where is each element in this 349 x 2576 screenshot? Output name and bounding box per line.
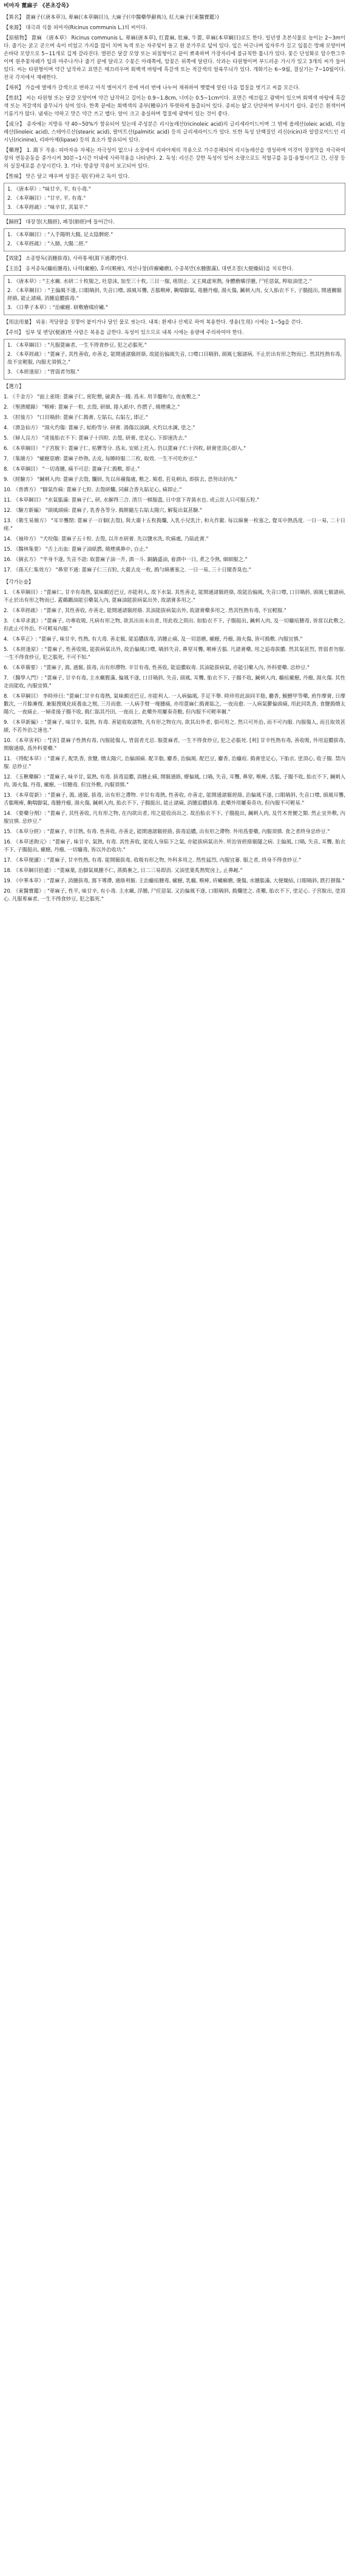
quote-box	[4, 228, 345, 251]
text-paragraph: 10. 《普濟方》 "脚氣作痛: 蓖麻子七粒. 去殼研爛, 同蘇合香丸貼足心, 痛即止."	[4, 486, 182, 492]
quote-box	[4, 339, 345, 379]
text-paragraph: 3. 《本草求眞》: "蓖麻子, 功專收吸, 凡病有形之物, 欲其出而未出者, 用此收之則出. 如胎衣不下, 子腸挺出, 鍼刺入肉, 及一切癰疽腫毒, 皆當以此敷之. 但此止可外治, 不可輕易內服."	[4, 617, 345, 632]
text-paragraph: 14. 《袖珍方》 "犬咬傷: 蓖麻子五十粒. 去殼, 以井水研膏. 先以鹽水洗, 吹痛處, 乃貼此膏."	[4, 535, 209, 542]
text-paragraph: 17. 《孫天仁集效方》 "鼻窒不通: 蓖麻子仁三百粒, 大棗去皮一枚, 搗勻綿裹塞之. 一日一易, 三十日聞香臭也."	[4, 566, 251, 573]
text-paragraph: 【主治】 옹저종독(癰疽腫毒), 나력(瘰癧), 후비(喉痺), 개선나창(疥癬癩瘡), 수종복만(水腫腹滿), 대변조결(大便燥結)을 치료한다.	[4, 265, 294, 272]
text-paragraph: 16. 《本草述鉤元》: "蓖麻子, 味甘辛, 氣熱, 有毒. 其性善收, 能收人身陷下之氣, 亦能拔病氣出外. 所治皆經絡竅隧之病. 主偏風, 口喎, 失音, 耳聾, 胎衣不下, 子腸挺出, 瘰癧, 丹瘤, 一切癰毒, 皆以外治收功."	[4, 839, 345, 853]
document-page	[0, 0, 349, 913]
text-paragraph: 【成分】 종자에는 지방유 약 40~50%가 함유되어 있는데 주성분은 리시놀레산(ricinoleic acid)의 글리세라이드이며 그 밖에 올레산(oleic acid), 리놀레산(linoleic acid), 스테아르산(stearic acid), 팔미트산(palmitic acid) 등의 글리세라이드가 있다. 또한 독성 단백질인 리신(ricin)과 알칼로이드인 리시닌(ricinine), 리파아제(lipase) 등의 효소가 함유되어 있다.	[4, 121, 345, 143]
text-paragraph: 15. 《本草分經》: "蓖麻子, 辛甘熱, 有毒. 性善收, 亦善走, 能開通諸竅經絡, 拔毒追膿, 出有形之滯物. 外用爲要藥, 內服須慎. 食之者終身忌炒豆."	[4, 828, 330, 835]
text-paragraph: 9. 《經驗方》 "鍼刺入肉: 蓖麻子去殼, 爛研, 先以帛襯傷處, 敷之. 頻看, 若見刺出, 即拔去, 恐努出好肉."	[4, 475, 237, 482]
page-title: 비마자 蓖麻子 《본초강목》	[4, 3, 72, 9]
text-paragraph: 2. 《聖濟總錄》 "喉痺: 蓖麻子一粒, 去殼, 研細, 捲入紙中, 作撚子, 燒煙熏之."	[4, 403, 180, 410]
quote-line: 1. 《唐本草》: "主水癥. 水研二十枚服之, 吐惡沫, 加至三十枚, 三日一服, 瘥則止. 又主風虛寒熱, 身體瘡癢浮腫, 尸疰惡氣, 榨取油塗之."	[7, 278, 312, 285]
quote-line: 3. 《日華子本草》: "治瘰癧. 研敷瘡痍疥癩."	[7, 304, 108, 311]
quote-line: 1. 《唐本草》: "味甘辛, 平, 有小毒."	[7, 186, 91, 193]
text-paragraph: 18. 《本草綱目拾遺》: "蓖麻葉, 治脚氣風腫不仁, 蒸搗裹之, 日二三易即消. 又油塗葉炙熱熨囟上, 止鼻衄."	[4, 867, 243, 874]
text-paragraph: 【歸經】 대장경(大腸經), 폐경(肺經)에 들어간다.	[4, 219, 115, 225]
text-paragraph: 【藥理】 1. 瀉下 작용: 피마자유 자체는 자극성이 없으나 소장에서 리파아제의 작용으로 가수분해되어 리시놀레산을 생성하며 이것이 장점막을 자극하여 장의 연동운동을 증가시켜 30분~1시간 이내에 사하작용을 나타낸다. 2. 독성: 리신은 강한 독성이 있어 소량으로도 적혈구를 응집·용혈시키고 간, 신장 등의 실질세포를 손상시킨다. 3. 기타: 항종양 작용이 보고되어 있다.	[4, 147, 345, 169]
text-paragraph: 14. 《要藥分劑》: "蓖麻子, 其性善收, 凡有形之物, 在內欲出者, 用之能收而出之. 故治胎衣不下, 子腸挺出, 鍼刺入肉, 及竹木骨鯁之類. 然止宜外敷, 內服宜慎. 忌炒豆."	[4, 810, 345, 825]
quote-line: 2. 《本草經疏》: "蓖麻子, 其性善收, 亦善走, 能開通諸竅經絡, 故能治偏風失音, 口噤口目喎斜, 頭風七竅諸病, 不止於出有形之物而已. 然其性熱有毒, 故不宜輕服, 內服尤須慎之."	[7, 351, 342, 366]
quote-line: 2. 《本草綱目》: "甘辛, 平, 有毒."	[7, 195, 86, 202]
text-paragraph: 【주의】 임부 및 변당(便溏)한 사람은 복용을 금한다. 독성이 있으므로 내복 시에는 용량에 주의하여야 한다.	[4, 329, 244, 336]
text-paragraph: 【性狀】 씨는 타원형 또는 달걀 모양이며 약간 납작하고 길이는 0.9~1.8cm, 너비는 0.5~1cm이다. 표면은 매끄럽고 광택이 있으며 회백색 바탕에 흑갈색 또는 적갈색의 줄무늬가 섞여 있다. 한쪽 끝에는 회백색의 종부(種阜)가 뚜렷하게 돌출되어 있다. 종피는 얇고 단단하며 부서지기 쉽다. 종인은 흰색이며 기름기가 많다. 냄새는 약하고 맛은 약간 쓰고 맵다. 알이 크고 충실하며 껍질에 광택이 있는 것이 좋다.	[4, 95, 345, 117]
text-paragraph: 2. 《本草經疏》: "蓖麻子, 其性善收, 亦善走, 能開通諸竅經絡. 其油能拔病氣出外, 故諸膏藥多用之. 然其性熱有毒, 不宜輕服."	[4, 607, 286, 613]
text-paragraph: 8. 《本草綱目》 "一切毒腫, 痛不可忍: 蓖麻子仁搗敷, 即止."	[4, 465, 140, 472]
text-paragraph: 11. 《得配本草》: "蓖麻子, 配乳香, 食鹽, 熁太陽穴, 治偏頭痛. 配羊脂, 麝香, 治偏風. 配巴豆, 麝香, 治癰疽. 搗膏塗足心, 下胎衣. 塗頂心, 收子腸. 禁內服. 忌炒豆."	[4, 755, 345, 770]
text-paragraph: 3. 《肘後方》 "口目喎斜: 蓖麻子仁搗膏, 左貼右, 右貼左, 即正."	[4, 414, 148, 420]
text-paragraph: 20. 《東醫寶鑑》: "萆麻子, 性平, 味甘辛, 有小毒. 主水癥, 浮腫, 尸疰惡氣. 又治偏風不遂, 口眼喎斜, 搗爛塗之. 產難, 胎衣不下, 塗足心. 子宮脫出, 塗頂心. 凡服萆麻者, 一生不得食炒豆, 犯之脹死."	[4, 888, 345, 902]
text-paragraph: 4. 《濟急仙方》 "湯火灼傷: 蓖麻子, 蛤粉等分. 研膏. 湯傷以油調, 火灼以水調, 塗之."	[4, 424, 195, 431]
text-paragraph: 【각가논술】	[4, 578, 34, 585]
quote-line: 3. 《本經逢原》: "胃弱者勿服."	[7, 368, 80, 375]
quote-line: 2. 《本草綱目》: "主偏風不遂, 口眼喎斜, 失音口噤, 頭風耳聾, 舌脹喉痺, 齁喘脚氣, 毒腫丹瘤, 湯火傷, 鍼刺入肉, 女人胎衣不下, 子腸挺出, 開通關竅經絡, 能止諸痛, 消腫追膿拔毒."	[7, 287, 342, 302]
text-paragraph: 10. 《本草害利》: "[害] 蓖麻子性熱有毒, 內服能傷人, 胃弱者尤忌. 服蓖麻者, 一生不得食炒豆, 犯之必脹死. [利] 甘辛性熱有毒, 善收吸, 外用追膿拔毒, 開竅通絡, 爲外科要藥."	[4, 737, 345, 752]
text-paragraph: 6. 《本草綱目》 "子宮脫下: 蓖麻子仁, 枯礬等分. 爲末, 安紙上托入. 仍以蓖麻子仁十四枚, 研膏塗頂心即入."	[4, 445, 246, 451]
text-paragraph: 【原植物】 蓖麻 《唐本草》 Ricinus communis L. 萆麻(唐本草), 红蓖麻, 肚麻, 牛蓖, 草麻(本草綱目)로도 한다. 일년생 초본식물로 높이는 2~3m이다. 줄기는 굵고 곧으며 속이 비었고 가지를 많이 치며 녹색 또는 자주빛이 돌고 흰 분가루로 덮여 있다. 잎은 어긋나며 잎자루가 길고 잎몸은 방패 모양이며 손바닥 모양으로 5~11개로 깊게 갈라진다. 열편은 달걀 모양 또는 피침형이고 끝이 뾰족하며 가장자리에 불규칙한 톱니가 있다. 꽃은 단성화로 암수한그루이며 원추꽃차례가 잎과 마주나거나 줄기 끝에 달리고 수꽃은 아래쪽에, 암꽃은 위쪽에 달린다. 삭과는 타원형이며 부드러운 가시가 있고 3개의 씨가 들어 있다. 씨는 타원형이며 약간 납작하고 표면은 매끄러우며 회백색 바탕에 흑갈색 또는 적갈색의 얼룩무늬가 있다. 개화기는 6~9월, 결실기는 7~10월이다. 전국 각지에서 재배한다.	[4, 34, 345, 81]
quote-line: 1. 《本草綱目》: "凡服蓖麻者, 一生不得食炒豆, 犯之必脹死."	[7, 342, 147, 349]
quote-line: 1. 《本草綱目》: "入手陽明大腸, 足太陰脾經."	[7, 231, 114, 238]
text-paragraph: 【채취】 가을에 열매가 갈색으로 변하고 아직 벌어지기 전에 여러 번에 나누어 채취하여 햇볕에 말린 다음 껍질을 벗기고 씨를 모은다.	[4, 84, 300, 91]
text-paragraph: 【用法用量】 외용: 적당량을 짓찧어 붙이거나 달인 물로 씻는다. 내복: 환제나 산제로 하여 복용한다. 생용(生用) 시에는 1~5g을 쓴다.	[4, 319, 303, 325]
quote-line: 2. 《本草經疏》: "入肺, 大腸二經."	[7, 240, 88, 247]
text-paragraph: 19. 《中華本草》: "蓖麻子, 消腫拔毒, 瀉下導滯, 通絡利竅. 主治癰疽腫毒, 瘰癧, 乳癰, 喉痺, 疥癩癬瘡, 燙傷, 水腫脹滿, 大便燥結, 口眼喎斜, 跌打損傷."	[4, 877, 345, 884]
text-paragraph: 12. 《驗方新編》 "頭風頭痛: 蓖麻子, 乳香各等分. 搗餅隨左右貼太陽穴, 解髮出氣甚驗."	[4, 506, 202, 513]
text-paragraph: 11. 《本草綱目》 "水氣脹滿: 蓖麻子仁, 研, 水解得三合. 清旦一頓服盡, 日中當下青黃水也. 或云壯人只可服五粒."	[4, 496, 260, 503]
text-paragraph: 7. 《集簡方》 "瘰癧惡瘡: 蓖麻子炒熟, 去皮, 每睡時服二三枚, 取效. 一生不可吃炒豆."	[4, 455, 197, 462]
quote-box	[4, 275, 345, 315]
text-paragraph: 17. 《本草便讀》: "蓖麻子, 甘辛性熱, 有毒. 能開竅拔毒, 收吸有形之物, 外科多用之. 然性猛烈, 內服宜審. 服之者, 終身不得食炒豆."	[4, 857, 302, 864]
text-paragraph: 5. 《婦人良方》 "產後胎衣不下: 蓖麻子十四粒. 去殼, 研膏, 塗足心, 下即速洗去."	[4, 434, 187, 441]
text-paragraph: 12. 《玉楸藥解》: "蓖麻子, 味辛甘, 氣熱, 有毒. 拔毒追膿, 消腫止痛, 開竅通絡, 療偏風, 口喎, 失音, 耳聾, 鼻窒, 喉痺, 舌脹, 子腸不收, 胎衣不下, 鍼刺入肉, 湯火傷, 丹毒, 瘰癧, 一切腫毒. 但宜外敷, 內服須慎."	[4, 774, 345, 788]
text-paragraph: 5. 《本經逢原》: "蓖麻子, 性善收吸, 能拔病氣出外, 故治偏風口噤, 喎斜失音, 鼻窒耳聾, 喉痺舌脹. 凡諸膏藥, 用之追毒拔膿. 然其氣甚烈, 胃弱者勿服. 一生不得食炒豆, 犯之脹死, 不可不知."	[4, 646, 345, 660]
text-paragraph: 6. 《本草備要》: "蓖麻子, 瀉, 通竅, 拔毒, 出有形滯物. 辛甘有毒, 性善收, 能追膿取毒. 其油能拔病氣, 亦能引藥入內, 外科要藥. 忌炒豆."	[4, 664, 310, 670]
text-paragraph: 【來源】 대극과 식물 피마자(Ricinus communis L.)의 씨이다.	[4, 24, 147, 30]
document-body	[4, 13, 345, 903]
text-paragraph: 7. 《醫學入門》: "蓖麻子, 甘辛有毒, 主水癥腹滿, 偏風不遂, 口目喎斜, 失音, 頭風, 耳聾, 胎衣不下, 子腸不收, 鍼刺入肉, 癰疽瘰癧, 丹瘤, 湯火傷. 其性走而能收, 內服宜慎."	[4, 674, 345, 689]
text-paragraph: 1. 《千金方》 "面上雀斑: 蓖麻子仁, 密陀僧, 硫黃各一錢. 爲末. 用羊髓和勻, 夜夜敷之."	[4, 393, 200, 400]
text-paragraph: 【效能】 소종발독(消腫拔毒), 사하통체(瀉下通滯)한다.	[4, 255, 129, 262]
text-paragraph: 8. 《本草綱目》 李時珍曰: "蓖麻仁甘辛有毒熱, 氣味頗近巴豆, 亦能利人. 一人病偏風, 手足不舉. 時珍用此油同羊脂, 麝香, 鯪鯉甲等藥, 煎作摩膏, 日摩數次, 一月餘漸復. 兼服搜風化痰養血之劑, 三月而愈. 一人病手臂一塊腫痛, 亦用蓖麻仁搗膏貼之, 一夜而愈. 一人病氣鬱偏頭痛, 用此同乳香, 食鹽搗熁太陽穴, 一夜痛止. 一婦產後子腸不收, 搗仁貼其丹田, 一夜而上. 此藥外用屢奏奇勳, 但內服不可輕率爾."	[4, 693, 345, 715]
text-paragraph: 16. 《摘玄方》 "半身不遂, 失音不語: 取蓖麻子油一升, 酒一斗. 銅鍋盛油, 着酒中一日, 煮之令熟, 細細服之."	[4, 556, 248, 562]
text-paragraph: 【異名】 蓖麻子(《唐本草》), 萆麻(《本草綱目》), 大麻子(《中醫藥學辭典》), 紅大麻子(《東醫寶鑑》)	[4, 13, 219, 20]
text-paragraph: 1. 《本草綱目》: "蓖麻仁, 甘辛有毒熱, 氣味頗近巴豆, 亦能利人, 故下水氣. 其性善走, 能開通諸竅經絡, 故能治偏風, 失音口噤, 口目喎斜, 頭風七竅諸病, 不止於出有形之物而已. 蓋鵜鶘油能引藥氣入內, 蓖麻油能拔病氣出外, 故諸膏多用之."	[4, 588, 345, 603]
text-paragraph: 【選方】	[4, 383, 24, 389]
text-paragraph: 13. 《衛生易簡方》 "耳卒聾閉: 蓖麻子一百個(去殼), 與大棗十五枚搗爛, 入乳小兒乳汁, 和丸作鋌. 每以綿裹一枚塞之, 覺耳中熱爲度. 一日一易, 二十日瘥."	[4, 517, 345, 531]
quote-line: 3. 《本草經疏》: "味辛甘, 其氣平."	[7, 204, 88, 211]
quote-box	[4, 183, 345, 215]
text-paragraph: 13. 《本草從新》: "蓖麻子, 瀉, 通竅, 拔毒, 出有形之滯物. 辛甘有毒熱, 性善收, 亦善走, 能開通諸竅經絡, 治偏風不遂, 口眼喎斜, 失音口噤, 頭風耳聾, 舌脹喉痺, 齁喘脚氣, 毒腫丹瘤, 湯火傷, 鍼刺入肉, 胎衣不下, 子腸挺出, 能止諸痛, 消腫追膿拔毒. 此藥外用屢奏奇功, 但內服不可輕易."	[4, 792, 345, 806]
text-paragraph: 15. 《醫林集要》 "舌上出血: 蓖麻子油紙撚, 燒煙熏鼻中, 自止."	[4, 545, 148, 552]
text-paragraph: 9. 《本草新編》: "蓖麻子, 味甘辛, 氣熱, 有毒. 善能收取諸物, 凡有形之物在內, 欲其出外者, 俱可用之. 然只可外治, 而不可內服. 內服傷人, 而且取效甚緩, 不若外治之速也."	[4, 719, 345, 734]
text-paragraph: 【性味】 맛은 달고 매우며 성질은 평(平)하고 독이 있다.	[4, 173, 130, 180]
text-paragraph: 4. 《本草正》: "蓖麻子, 味甘辛, 性熱, 有大毒. 善走竅, 能追膿拔毒, 消腫止痛, 及一切惡瘡, 瘰癧, 丹瘤, 湯火傷, 皆可搗敷. 內服宜慎."	[4, 635, 303, 642]
